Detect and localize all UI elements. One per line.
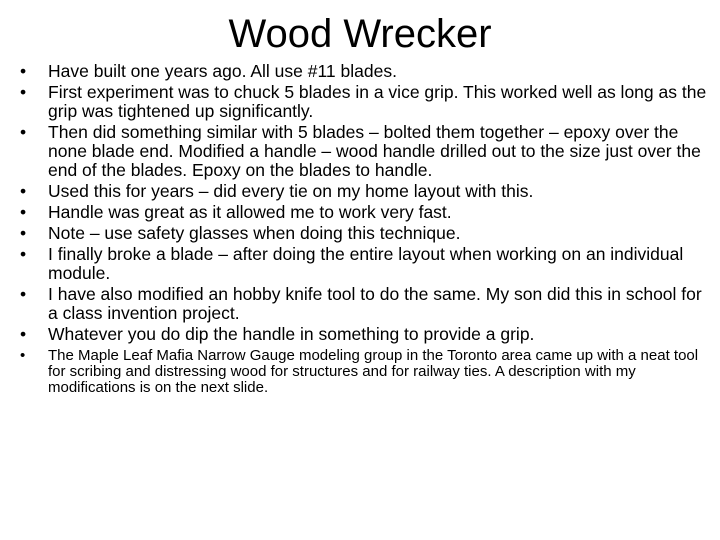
bullet-dot-icon: • xyxy=(20,347,26,364)
bullet-text: I have also modified an hobby knife tool to do the same. My son did this in school for a class invention project. xyxy=(48,284,702,323)
bullet-text: First experiment was to chuck 5 blades in a vice grip. This worked well as long as the grip was tightened up significantly. xyxy=(48,82,707,121)
bullet-dot-icon: • xyxy=(20,202,27,222)
bullet-item xyxy=(20,62,710,81)
bullet-item xyxy=(20,123,710,180)
bullet-text: Have built one years ago. All use #11 blades. xyxy=(48,61,397,81)
bullet-item xyxy=(20,203,710,222)
bullet-dot-icon: • xyxy=(20,244,27,264)
bullet-dot-icon: • xyxy=(20,181,27,201)
bullet-dot-icon: • xyxy=(20,61,27,81)
bullet-dot-icon: • xyxy=(20,223,27,243)
bullet-dot-icon: • xyxy=(20,284,27,304)
bullet-text: Note – use safety glasses when doing this technique. xyxy=(48,223,461,243)
slide-title: Wood Wrecker xyxy=(228,12,492,56)
bullet-item xyxy=(20,224,710,243)
bullet-item xyxy=(20,245,710,283)
bullet-dot-icon: • xyxy=(20,82,27,102)
bullet-dot-icon: • xyxy=(20,324,27,344)
bullet-text: Whatever you do dip the handle in something to provide a grip. xyxy=(48,324,535,344)
bullet-dot-icon: • xyxy=(20,122,27,142)
bullet-item xyxy=(20,325,710,344)
bullet-text: Used this for years – did every tie on my home layout with this. xyxy=(48,181,534,201)
bullet-text: The Maple Leaf Mafia Narrow Gauge modeling group in the Toronto area came up with a neat tool for scribing and distressing wood for structures and for railway ties. A description with my modifications is on the next slide. xyxy=(48,347,699,396)
bullet-text: Handle was great as it allowed me to work very fast. xyxy=(48,202,452,222)
bullet-text: Then did something similar with 5 blades – bolted them together – epoxy over the none blade end. Modified a handle – wood handle drilled out to the size just over the end of the blades. Epoxy on the blades to handle. xyxy=(48,122,701,180)
bullet-item xyxy=(20,83,710,121)
bullet-list xyxy=(20,62,710,398)
bullet-item xyxy=(20,348,710,396)
bullet-item xyxy=(20,285,710,323)
bullet-item xyxy=(20,182,710,201)
bullet-text: I finally broke a blade – after doing the entire layout when working on an individual module. xyxy=(48,244,684,283)
